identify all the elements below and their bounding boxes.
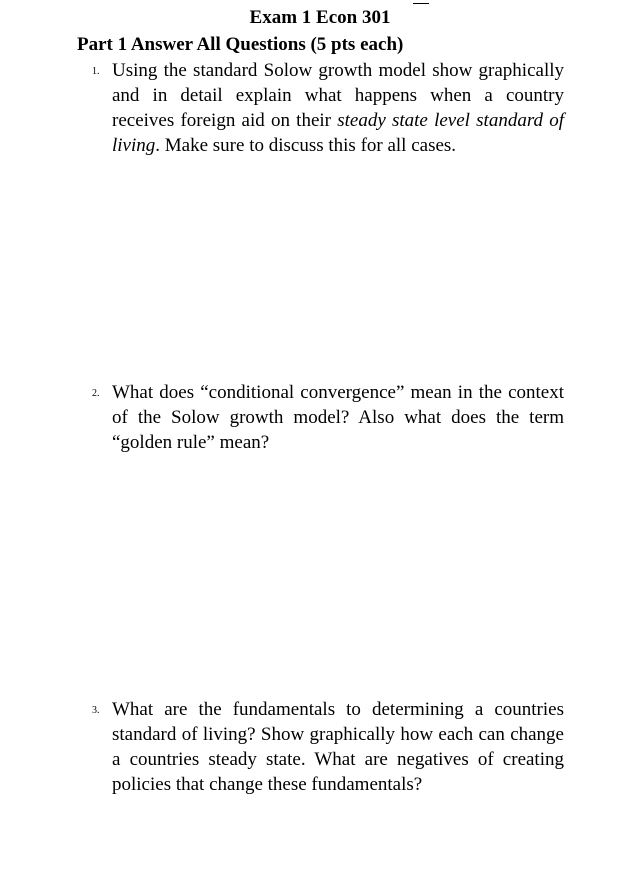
question-number-1: 1.	[92, 66, 100, 77]
question-number-3: 3.	[92, 705, 100, 716]
question-1-text-start: Using the standard Solow growth model show graphically and in detail explain what happens when a country receives foreign aid on their	[112, 60, 564, 131]
question-1-italic-text: steady state level standard of living	[112, 110, 565, 156]
question-number-2: 2.	[92, 388, 100, 399]
exam-title: Exam 1 Econ 301	[249, 7, 391, 28]
top-mark	[413, 3, 429, 4]
question-1-text-end: . Make sure to discuss this for all cases.	[155, 135, 457, 156]
question-2: What does “conditional convergence” mean in the context of the Solow growth model? Also what does the term “golden rule” mean?	[112, 382, 564, 453]
question-3: What are the fundamentals to determining a countries standard of living? Show graphically how each can change a countries steady state. What are negatives of creating policies that change these fundamentals?	[112, 699, 564, 795]
question-1	[112, 58, 564, 158]
part-heading: Part 1 Answer All Questions (5 pts each)	[77, 34, 404, 55]
